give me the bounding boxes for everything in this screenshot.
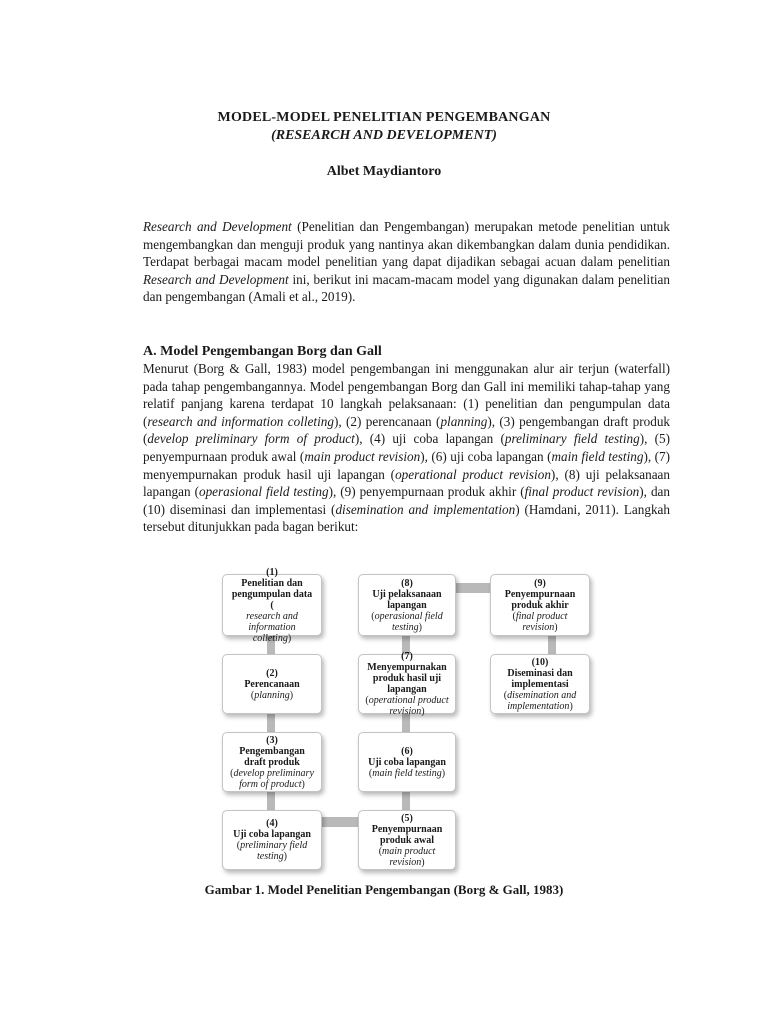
connector-4-5 [322, 817, 360, 827]
connector-8-9 [456, 583, 490, 593]
step-box-1: (1) Penelitian dan pengumpulan data ( research and information colleting) [222, 574, 322, 636]
document-title: MODEL-MODEL PENELITIAN PENGEMBANGAN [217, 110, 551, 125]
step-box-5: (5) Penyempurnaan produk awal (main product revision) [358, 810, 456, 870]
step-box-6: (6) Uji coba lapangan (main field testing) [358, 732, 456, 792]
connector-9-10 [548, 636, 556, 654]
intro-paragraph: Research and Development (Penelitian dan Pengembangan) merupakan metode penelitian untuk mengembangkan dan menguji produk yang nantinya akan dikembangkan dalam dunia pendidikan. Terdapat berbagai macam model penelitian yang dapat dijadikan sebagai acuan dalam penelitian Research and Development ini, berikut ini macam-macam model yang digunakan dalam penelitian dan pengembangan (Amali et al., 2019). [143, 219, 670, 305]
connector-3-4 [267, 792, 275, 810]
document-subtitle: (RESEARCH AND DEVELOPMENT) [271, 128, 497, 143]
figure-caption: Gambar 1. Model Penelitian Pengembangan (Borg & Gall, 1983) [204, 882, 564, 897]
step-box-7: (7) Menyempurnakan produk hasil uji lapangan (operational product revision) [358, 654, 456, 714]
connector-2-3 [267, 714, 275, 732]
connector-5-6 [402, 792, 410, 810]
step-box-2: (2) Perencanaan (planning) [222, 654, 322, 714]
step-box-10: (10) Diseminasi dan implementasi (disemination and implementation) [490, 654, 590, 714]
section-heading: A. Model Pengembangan Borg dan Gall [143, 344, 382, 359]
author-name: Albet Maydiantoro [326, 164, 442, 179]
section-paragraph: Menurut (Borg & Gall, 1983) model pengembangan ini menggunakan alur air terjun (waterfall) pada tahap pengembangannya. Model pengembangan Borg dan Gall ini memiliki tahap-tahap yang relatif panjang karena terdapat 10 langkah pelaksanaan: (1) penelitian dan pengumpulan data (research and information colleting), (2) perencanaan (planning), (3) pengembangan draft produk (develop preliminary form of product), (4) uji coba lapangan (preliminary field testing), (5) penyempurnaan produk awal (main product revision), (6) uji coba lapangan (main field testing), (7) menyempurnakan produk hasil uji lapangan (operational product revision), (8) uji pelaksanaan lapangan (operasional field testing), (9) penyempurnaan produk akhir (final product revision), dan (10) diseminasi dan implementasi (disemination and implementation) (Hamdani, 2011). Langkah tersebut ditunjukkan pada bagan berikut: [143, 361, 671, 535]
step-box-9: (9) Penyempurnaan produk akhir (final product revision) [490, 574, 590, 636]
step-box-8: (8) Uji pelaksanaan lapangan (operasional field testing) [358, 574, 456, 636]
step-box-3: (3) Pengembangan draft produk (develop preliminary form of product) [222, 732, 322, 792]
step-box-4: (4) Uji coba lapangan (preliminary field testing) [222, 810, 322, 870]
